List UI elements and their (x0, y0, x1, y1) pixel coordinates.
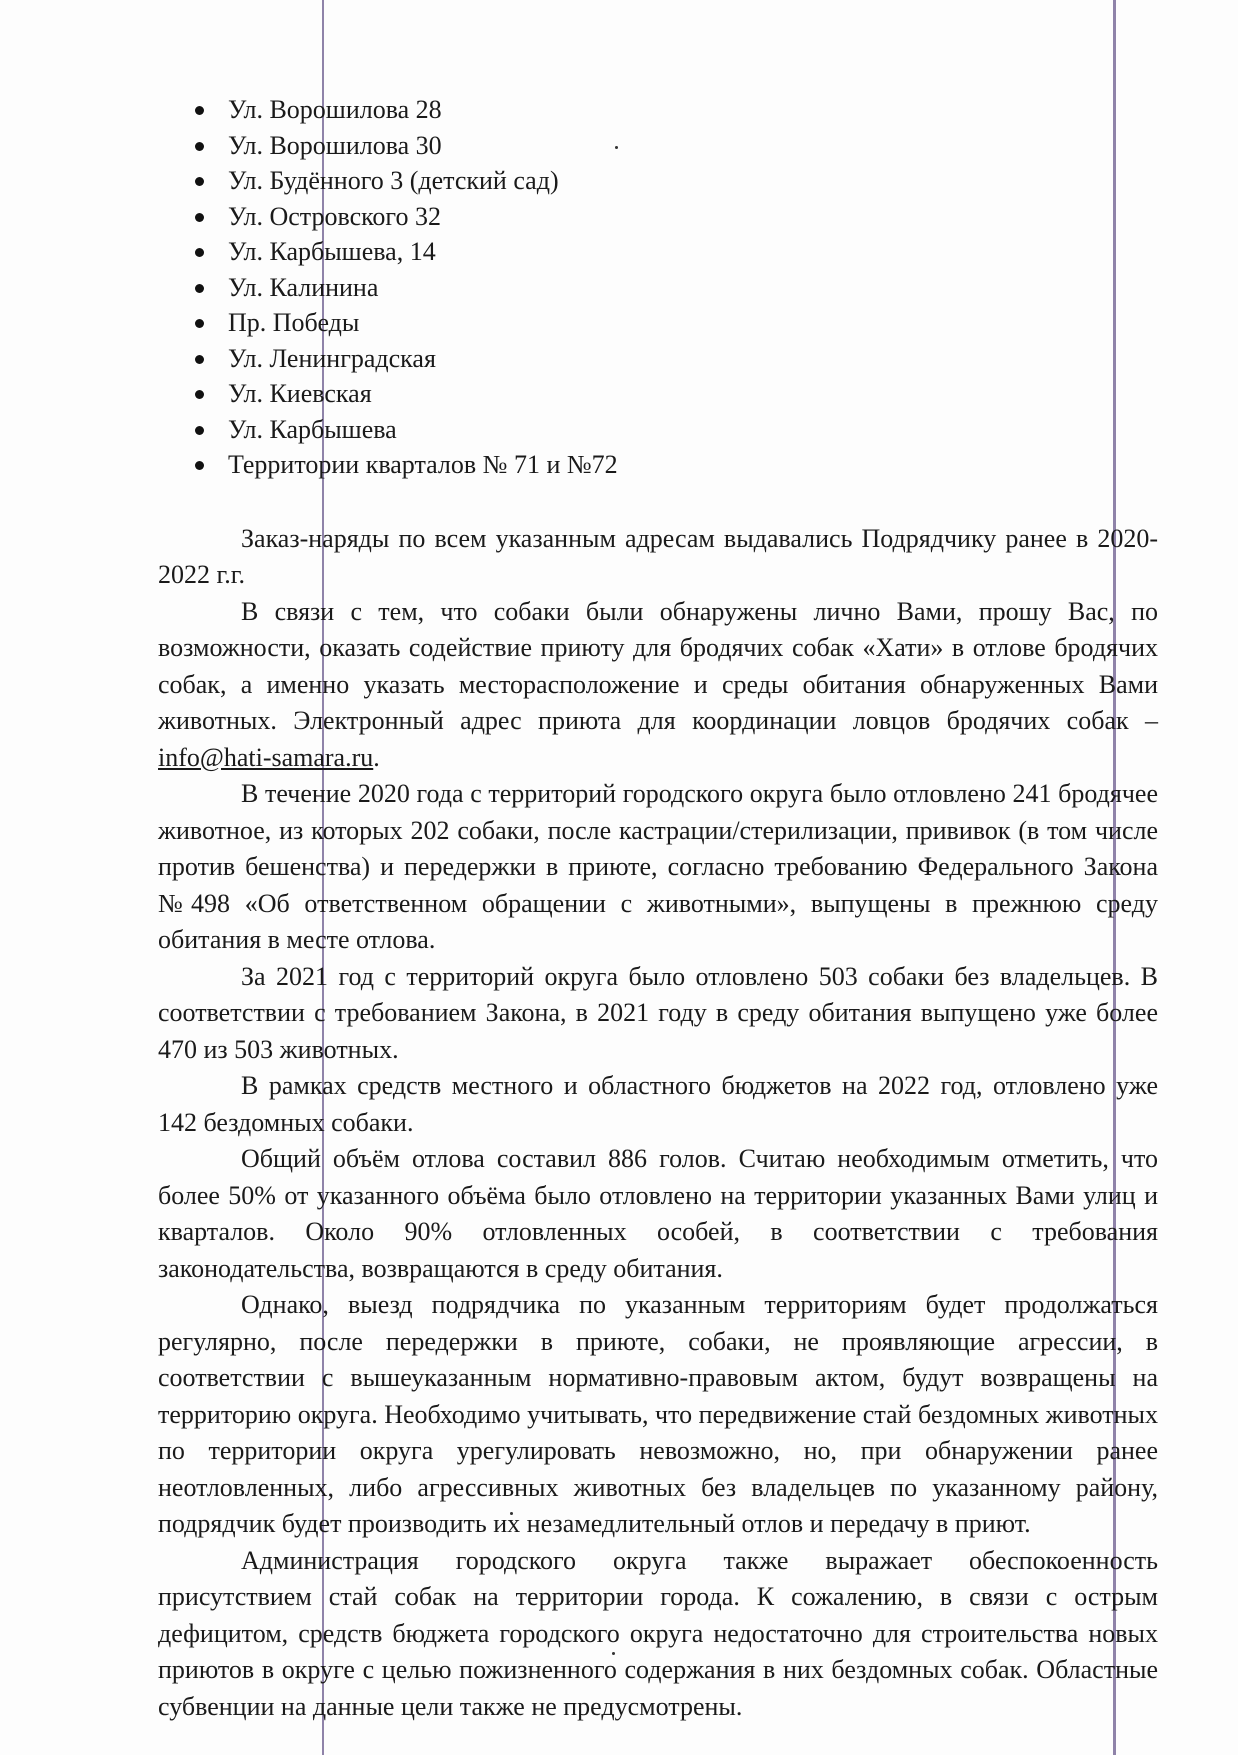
paragraph-2021-stats: За 2021 год с территорий округа было отловлено 503 собаки без владельцев. В соответствии с требованием Закона, в 2021 году в среду обитания выпущено уже более 470 из 503 животных. (158, 961, 1158, 1064)
paragraph-request-text: В связи с тем, что собаки были обнаружены лично Вами, прошу Вас, по возможности, оказать содействие приюту для бродячих собак «Хати» в отлове бродячих собак, а именно указать месторасположение и среды обитания обнаруженных Вами животных. Электронный адрес приюта для координации ловцов бродячих собак – (158, 596, 1158, 735)
paragraph-2022-stats: В рамках средств местного и областного бюджетов на 2022 год, отловлено уже 142 бездомных собаки. (158, 1071, 1158, 1137)
list-item: Ул. Карбышева, 14 (158, 234, 1158, 270)
list-item: Ул. Калинина (158, 270, 1158, 306)
letter-body (158, 92, 1158, 1725)
list-item: Ул. Карбышева (158, 412, 1158, 448)
list-item: Пр. Победы (158, 305, 1158, 341)
list-item: Ул. Будённого 3 (детский сад) (158, 163, 1158, 199)
paragraph-request-end: . (373, 742, 380, 772)
list-item: Ул. Ворошилова 30 (158, 128, 1158, 164)
list-item: Ул. Островского 32 (158, 199, 1158, 235)
paragraph-work-orders: Заказ-наряды по всем указанным адресам выдавались Подрядчику ранее в 2020-2022 г.г. (158, 523, 1158, 589)
list-item: Ул. Ленинградская (158, 341, 1158, 377)
list-item: Ул. Киевская (158, 376, 1158, 412)
address-list (158, 92, 1158, 483)
list-item: Ул. Ворошилова 28 (158, 92, 1158, 128)
shelter-email-link[interactable]: info@hati-samara.ru (158, 742, 374, 772)
paragraph-administration: Администрация городского округа также выражает обеспокоенность присутствием стай собак на территории города. К сожалению, в связи с острым дефицитом, средств бюджета городского округа недостаточно для строительства новых приютов в округе с целью пожизненного содержания в них бездомных собак. Областные субвенции на данные цели также не предусмотрены. (158, 1545, 1158, 1721)
list-item: Территории кварталов № 71 и №72 (158, 447, 1158, 483)
paragraph-contractor: Однако, выезд подрядчика по указанным территориям будет продолжаться регулярно, после передержки в приюте, собаки, не проявляющие агрессии, в соответствии с вышеуказанным нормативно-правовым актом, будут возвращены на территорию округа. Необходимо учитывать, что передвижение стай бездомных животных по территории округа урегулировать невозможно, но, при обнаружении ранее неотловленных, либо агрессивных животных без владельцев по указанному району, подрядчик будет производить их незамедлительный отлов и передачу в приют. (158, 1290, 1158, 1538)
letter-paragraphs (158, 521, 1158, 1726)
paragraph-total: Общий объём отлова составил 886 голов. Считаю необходимым отметить, что более 50% от указанного объёма было отловлено на территории указанных Вами улиц и кварталов. Около 90% отловленных особей, в соответствии с требования законодательства, возвращаются в среду обитания. (158, 1144, 1158, 1283)
paragraph-2020-stats: В течение 2020 года с территорий городского округа было отловлено 241 бродячее животное, из которых 202 собаки, после кастрации/стерилизации, прививок (в том числе против бешенства) и передержки в приюте, согласно требованию Федерального Закона №498 «Об ответственном обращении с животными», выпущены в прежнюю среду обитания в месте отлова. (158, 779, 1158, 954)
paragraph-request (158, 594, 1158, 777)
